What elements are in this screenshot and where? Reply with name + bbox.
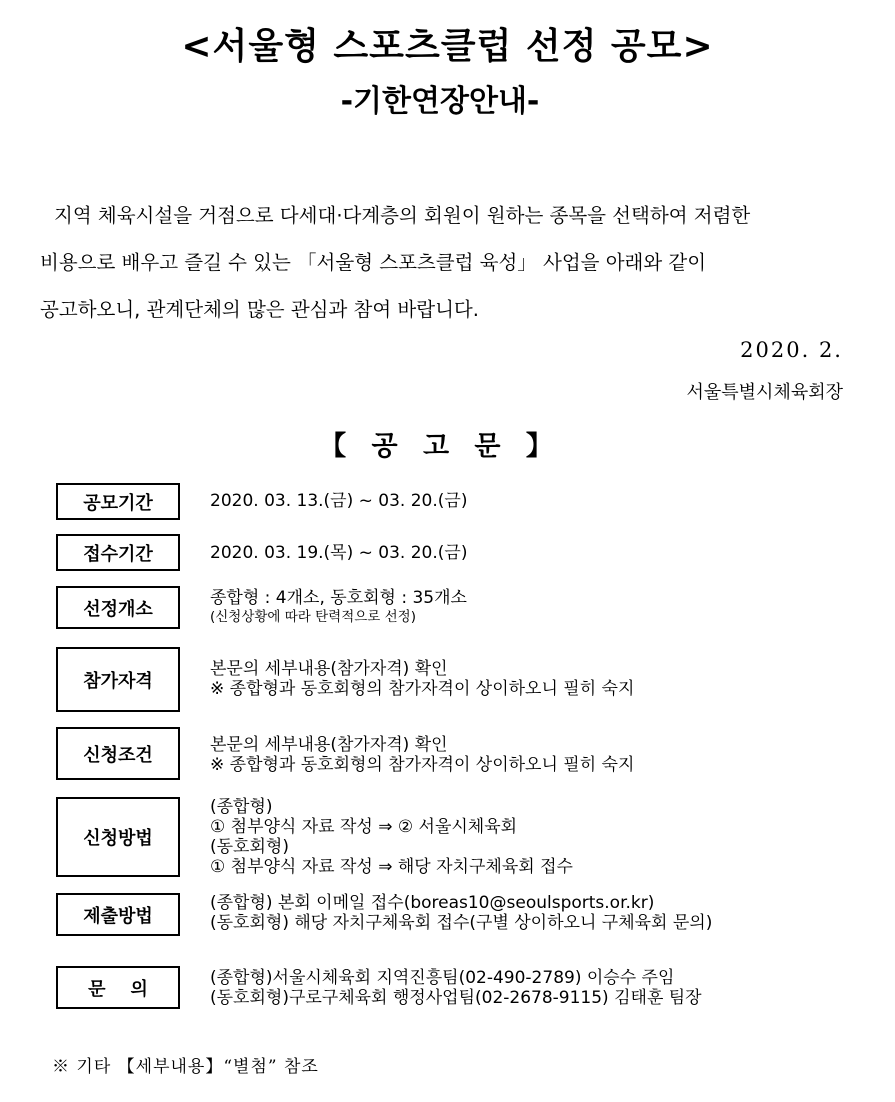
intro-line: 지역 체육시설을 거점으로 다세대·다계층의 회원이 원하는 종목을 선택하여 저렴한	[54, 204, 751, 227]
value-line: ① 첨부양식 자료 작성 ⇒ ② 서울시체육회	[210, 817, 518, 837]
announcement-date: 2020. 2.	[740, 338, 843, 362]
value-line: ※ 종합형과 동호회형의 참가자격이 상이하오니 필히 숙지	[210, 679, 635, 699]
label-inquiry: 문 의	[56, 966, 180, 1009]
value-line: (동호회형)	[210, 837, 289, 857]
value-inquiry	[210, 968, 702, 1008]
value-line: (종합형) 본회 이메일 접수(boreas10@seoulsports.or.kr)	[210, 893, 655, 913]
value-line: (동호회형) 해당 자치구체육회 접수(구별 상이하오니 구체육회 문의)	[210, 913, 713, 933]
value-line: 2020. 03. 13.(금) ~ 03. 20.(금)	[210, 491, 468, 511]
value-line: 본문의 세부내용(참가자격) 확인	[210, 735, 448, 755]
issuing-organization: 서울특별시체육회장	[686, 382, 843, 403]
value-application-method	[210, 797, 573, 877]
value-line: (동호회형)구로구체육회 행정사업팀(02-2678-9115) 김태훈 팀장	[210, 988, 702, 1008]
label-receipt-period: 접수기간	[56, 534, 180, 571]
value-line: ※ 종합형과 동호회형의 참가자격이 상이하오니 필히 숙지	[210, 755, 635, 775]
intro-paragraph	[40, 192, 846, 333]
value-line: 본문의 세부내용(참가자격) 확인	[210, 659, 448, 679]
value-submission-method	[210, 893, 712, 933]
value-selection-count	[210, 588, 467, 626]
label-application-method: 신청방법	[56, 797, 180, 877]
value-receipt-period	[210, 543, 467, 563]
value-line: 2020. 03. 19.(목) ~ 03. 20.(금)	[210, 543, 468, 563]
value-eligibility	[210, 659, 634, 699]
intro-line: 비용으로 배우고 즐길 수 있는 「서울형 스포츠클럽 육성」 사업을 아래와 같이	[40, 251, 707, 274]
value-line: 종합형 : 4개소, 동호회형 : 35개소	[210, 588, 467, 608]
footnote: ※ 기타 【세부내용】“별첨” 참조	[52, 1057, 319, 1077]
label-submission-method: 제출방법	[56, 893, 180, 936]
value-line: (종합형)	[210, 797, 273, 817]
label-selection-count: 선정개소	[56, 586, 180, 629]
label-eligibility: 참가자격	[56, 647, 180, 712]
label-application-period: 공모기간	[56, 483, 180, 520]
page-subtitle: -기한연장안내-	[340, 84, 540, 119]
label-application-conditions: 신청조건	[56, 727, 180, 780]
value-note: (신청상황에 따라 탄력적으로 선정)	[210, 609, 416, 625]
announcement-heading: 【 공 고 문 】	[319, 431, 561, 462]
intro-line: 공고하오니, 관계단체의 많은 관심과 참여 바랍니다.	[40, 298, 479, 321]
value-line: ① 첨부양식 자료 작성 ⇒ 해당 자치구체육회 접수	[210, 857, 573, 877]
page-title: <서울형 스포츠클럽 선정 공모>	[181, 26, 714, 67]
value-line: (종합형)서울시체육회 지역진흥팀(02-490-2789) 이승수 주임	[210, 968, 675, 988]
value-application-period	[210, 491, 467, 511]
value-application-conditions	[210, 735, 634, 775]
